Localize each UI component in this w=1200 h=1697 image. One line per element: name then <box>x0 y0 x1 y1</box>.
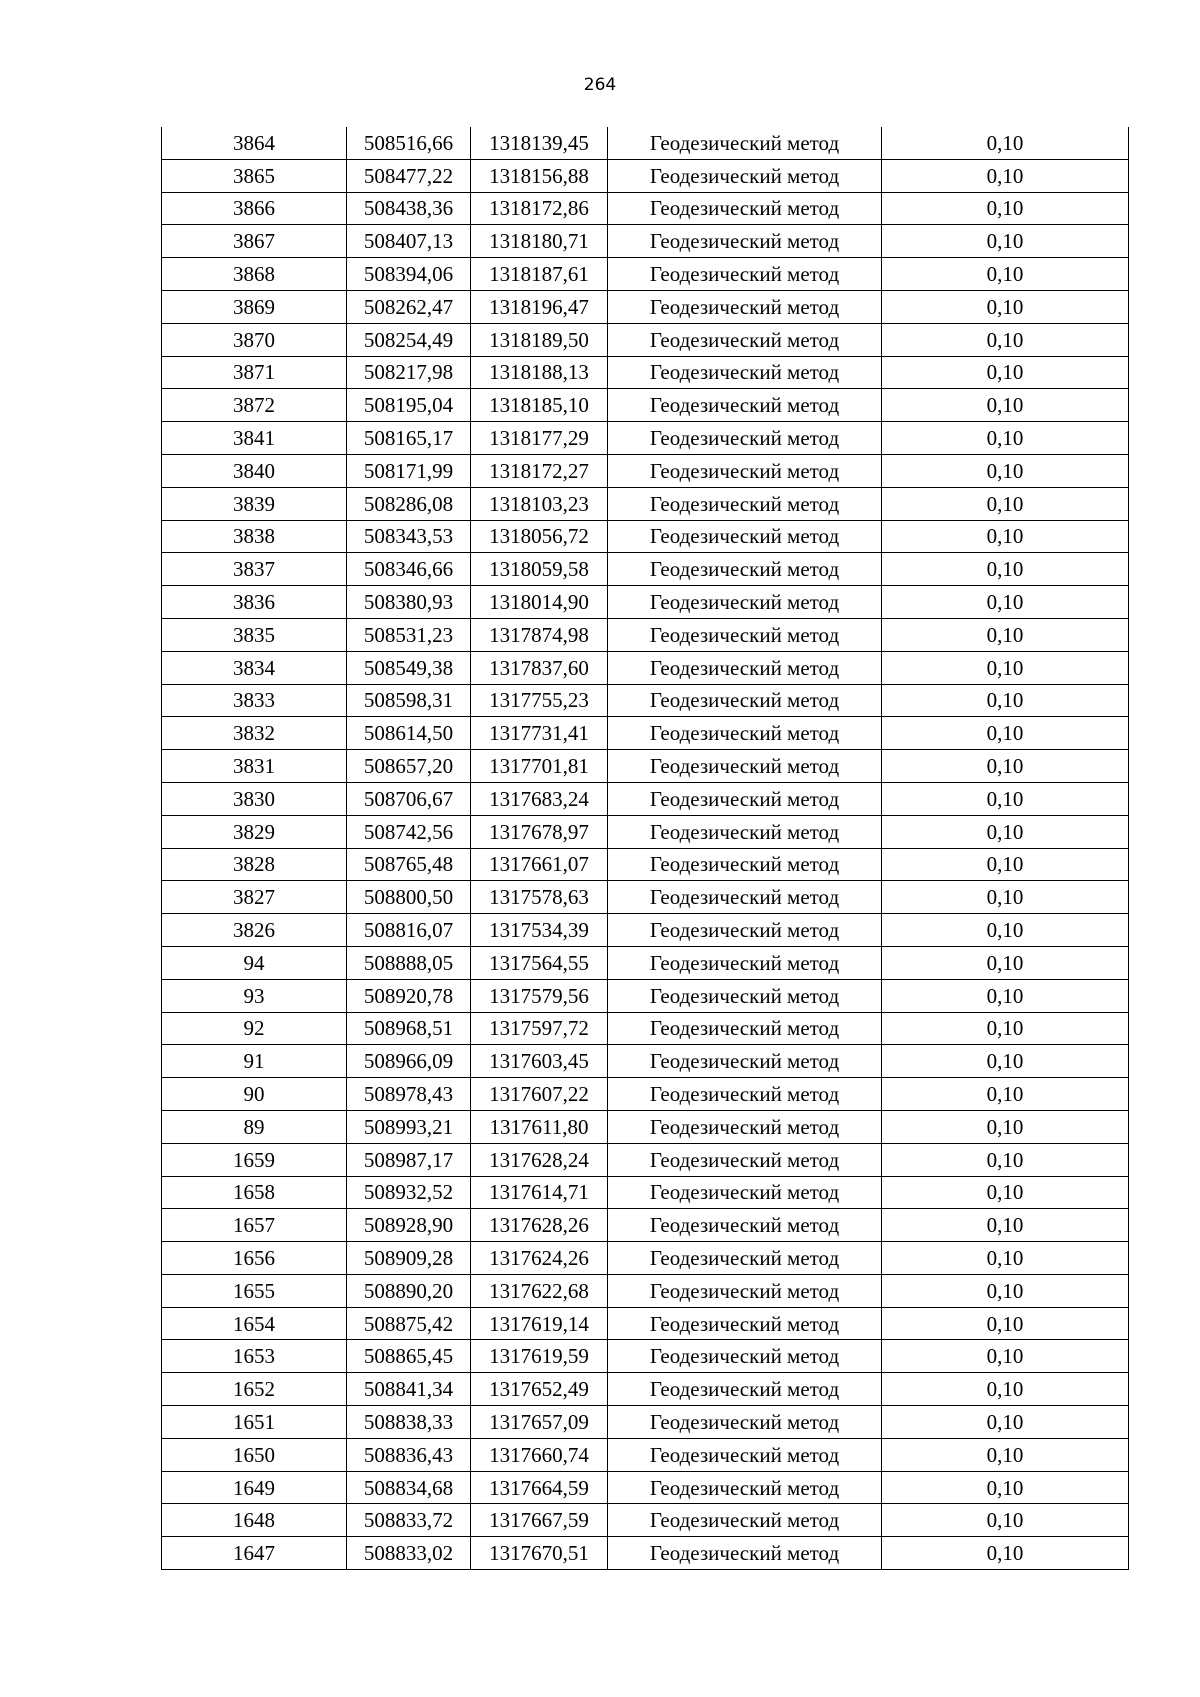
x-coordinate-cell: 508909,28 <box>347 1242 471 1275</box>
method-cell: Геодезический метод <box>608 782 882 815</box>
table-row <box>162 1504 1129 1537</box>
accuracy-cell: 0,10 <box>882 454 1129 487</box>
table-row <box>162 815 1129 848</box>
x-coordinate-cell: 508477,22 <box>347 159 471 192</box>
accuracy-cell: 0,10 <box>882 1307 1129 1340</box>
point-number-cell: 3841 <box>162 422 347 455</box>
x-coordinate-cell: 508286,08 <box>347 487 471 520</box>
x-coordinate-cell: 508195,04 <box>347 389 471 422</box>
point-number-cell: 3871 <box>162 356 347 389</box>
y-coordinate-cell: 1318177,29 <box>471 422 608 455</box>
accuracy-cell: 0,10 <box>882 815 1129 848</box>
method-cell: Геодезический метод <box>608 1209 882 1242</box>
y-coordinate-cell: 1317657,09 <box>471 1406 608 1439</box>
table-row <box>162 881 1129 914</box>
accuracy-cell: 0,10 <box>882 586 1129 619</box>
x-coordinate-cell: 508841,34 <box>347 1373 471 1406</box>
accuracy-cell: 0,10 <box>882 1373 1129 1406</box>
y-coordinate-cell: 1317670,51 <box>471 1537 608 1570</box>
accuracy-cell: 0,10 <box>882 946 1129 979</box>
accuracy-cell: 0,10 <box>882 1340 1129 1373</box>
x-coordinate-cell: 508380,93 <box>347 586 471 619</box>
y-coordinate-cell: 1317603,45 <box>471 1045 608 1078</box>
method-cell: Геодезический метод <box>608 1504 882 1537</box>
y-coordinate-cell: 1317564,55 <box>471 946 608 979</box>
point-number-cell: 3830 <box>162 782 347 815</box>
method-cell: Геодезический метод <box>608 1537 882 1570</box>
table-row <box>162 258 1129 291</box>
table-row <box>162 1045 1129 1078</box>
accuracy-cell: 0,10 <box>882 487 1129 520</box>
y-coordinate-cell: 1317607,22 <box>471 1078 608 1111</box>
y-coordinate-cell: 1317614,71 <box>471 1176 608 1209</box>
accuracy-cell: 0,10 <box>882 1274 1129 1307</box>
accuracy-cell: 0,10 <box>882 684 1129 717</box>
accuracy-cell: 0,10 <box>882 258 1129 291</box>
point-number-cell: 1656 <box>162 1242 347 1275</box>
table-row <box>162 684 1129 717</box>
accuracy-cell: 0,10 <box>882 1242 1129 1275</box>
accuracy-cell: 0,10 <box>882 618 1129 651</box>
x-coordinate-cell: 508800,50 <box>347 881 471 914</box>
method-cell: Геодезический метод <box>608 389 882 422</box>
x-coordinate-cell: 508531,23 <box>347 618 471 651</box>
table-row <box>162 1209 1129 1242</box>
accuracy-cell: 0,10 <box>882 389 1129 422</box>
table-row <box>162 454 1129 487</box>
x-coordinate-cell: 508614,50 <box>347 717 471 750</box>
y-coordinate-cell: 1318014,90 <box>471 586 608 619</box>
method-cell: Геодезический метод <box>608 487 882 520</box>
table-row <box>162 618 1129 651</box>
point-number-cell: 1652 <box>162 1373 347 1406</box>
table-row <box>162 750 1129 783</box>
table-row <box>162 290 1129 323</box>
point-number-cell: 91 <box>162 1045 347 1078</box>
y-coordinate-cell: 1318196,47 <box>471 290 608 323</box>
x-coordinate-cell: 508865,45 <box>347 1340 471 1373</box>
y-coordinate-cell: 1317661,07 <box>471 848 608 881</box>
y-coordinate-cell: 1318172,86 <box>471 192 608 225</box>
point-number-cell: 3867 <box>162 225 347 258</box>
accuracy-cell: 0,10 <box>882 750 1129 783</box>
method-cell: Геодезический метод <box>608 651 882 684</box>
point-number-cell: 3870 <box>162 323 347 356</box>
method-cell: Геодезический метод <box>608 1176 882 1209</box>
page-number: 264 <box>583 75 617 95</box>
y-coordinate-cell: 1318180,71 <box>471 225 608 258</box>
point-number-cell: 89 <box>162 1110 347 1143</box>
y-coordinate-cell: 1317660,74 <box>471 1438 608 1471</box>
accuracy-cell: 0,10 <box>882 979 1129 1012</box>
method-cell: Геодезический метод <box>608 618 882 651</box>
table-row <box>162 848 1129 881</box>
method-cell: Геодезический метод <box>608 1438 882 1471</box>
method-cell: Геодезический метод <box>608 159 882 192</box>
x-coordinate-cell: 508407,13 <box>347 225 471 258</box>
accuracy-cell: 0,10 <box>882 192 1129 225</box>
table-row <box>162 1307 1129 1340</box>
x-coordinate-cell: 508890,20 <box>347 1274 471 1307</box>
point-number-cell: 1650 <box>162 1438 347 1471</box>
table-row <box>162 1110 1129 1143</box>
y-coordinate-cell: 1317619,14 <box>471 1307 608 1340</box>
x-coordinate-cell: 508834,68 <box>347 1471 471 1504</box>
accuracy-cell: 0,10 <box>882 848 1129 881</box>
table-row <box>162 1340 1129 1373</box>
point-number-cell: 3837 <box>162 553 347 586</box>
method-cell: Геодезический метод <box>608 1242 882 1275</box>
accuracy-cell: 0,10 <box>882 1110 1129 1143</box>
point-number-cell: 1648 <box>162 1504 347 1537</box>
method-cell: Геодезический метод <box>608 717 882 750</box>
method-cell: Геодезический метод <box>608 848 882 881</box>
table-row <box>162 323 1129 356</box>
table-row <box>162 1012 1129 1045</box>
method-cell: Геодезический метод <box>608 1373 882 1406</box>
x-coordinate-cell: 508346,66 <box>347 553 471 586</box>
x-coordinate-cell: 508598,31 <box>347 684 471 717</box>
method-cell: Геодезический метод <box>608 750 882 783</box>
method-cell: Геодезический метод <box>608 1307 882 1340</box>
method-cell: Геодезический метод <box>608 1471 882 1504</box>
y-coordinate-cell: 1318156,88 <box>471 159 608 192</box>
y-coordinate-cell: 1317652,49 <box>471 1373 608 1406</box>
method-cell: Геодезический метод <box>608 1110 882 1143</box>
y-coordinate-cell: 1317624,26 <box>471 1242 608 1275</box>
table-row <box>162 1438 1129 1471</box>
point-number-cell: 3829 <box>162 815 347 848</box>
point-number-cell: 1651 <box>162 1406 347 1439</box>
y-coordinate-cell: 1318185,10 <box>471 389 608 422</box>
x-coordinate-cell: 508657,20 <box>347 750 471 783</box>
accuracy-cell: 0,10 <box>882 881 1129 914</box>
y-coordinate-cell: 1318188,13 <box>471 356 608 389</box>
y-coordinate-cell: 1318139,45 <box>471 127 608 159</box>
y-coordinate-cell: 1317534,39 <box>471 914 608 947</box>
point-number-cell: 3839 <box>162 487 347 520</box>
y-coordinate-cell: 1317578,63 <box>471 881 608 914</box>
accuracy-cell: 0,10 <box>882 1045 1129 1078</box>
x-coordinate-cell: 508516,66 <box>347 127 471 159</box>
x-coordinate-cell: 508993,21 <box>347 1110 471 1143</box>
accuracy-cell: 0,10 <box>882 290 1129 323</box>
table-row <box>162 717 1129 750</box>
method-cell: Геодезический метод <box>608 1406 882 1439</box>
table-row <box>162 1143 1129 1176</box>
point-number-cell: 3866 <box>162 192 347 225</box>
table-row <box>162 389 1129 422</box>
table-row <box>162 1373 1129 1406</box>
point-number-cell: 3840 <box>162 454 347 487</box>
table-row <box>162 1274 1129 1307</box>
y-coordinate-cell: 1317837,60 <box>471 651 608 684</box>
accuracy-cell: 0,10 <box>882 717 1129 750</box>
accuracy-cell: 0,10 <box>882 422 1129 455</box>
method-cell: Геодезический метод <box>608 979 882 1012</box>
y-coordinate-cell: 1317611,80 <box>471 1110 608 1143</box>
table-row <box>162 192 1129 225</box>
table-row <box>162 1406 1129 1439</box>
method-cell: Геодезический метод <box>608 1340 882 1373</box>
point-number-cell: 94 <box>162 946 347 979</box>
accuracy-cell: 0,10 <box>882 520 1129 553</box>
table-row <box>162 1471 1129 1504</box>
accuracy-cell: 0,10 <box>882 127 1129 159</box>
method-cell: Геодезический метод <box>608 192 882 225</box>
table-row <box>162 1242 1129 1275</box>
y-coordinate-cell: 1317683,24 <box>471 782 608 815</box>
method-cell: Геодезический метод <box>608 914 882 947</box>
method-cell: Геодезический метод <box>608 520 882 553</box>
table-row <box>162 586 1129 619</box>
point-number-cell: 3833 <box>162 684 347 717</box>
y-coordinate-cell: 1317701,81 <box>471 750 608 783</box>
x-coordinate-cell: 508987,17 <box>347 1143 471 1176</box>
method-cell: Геодезический метод <box>608 454 882 487</box>
x-coordinate-cell: 508438,36 <box>347 192 471 225</box>
point-number-cell: 3836 <box>162 586 347 619</box>
accuracy-cell: 0,10 <box>882 1537 1129 1570</box>
table-row <box>162 914 1129 947</box>
point-number-cell: 3834 <box>162 651 347 684</box>
x-coordinate-cell: 508978,43 <box>347 1078 471 1111</box>
y-coordinate-cell: 1317678,97 <box>471 815 608 848</box>
point-number-cell: 3826 <box>162 914 347 947</box>
x-coordinate-cell: 508932,52 <box>347 1176 471 1209</box>
x-coordinate-cell: 508928,90 <box>347 1209 471 1242</box>
coordinates-table-body <box>162 127 1129 1570</box>
accuracy-cell: 0,10 <box>882 914 1129 947</box>
table-row <box>162 422 1129 455</box>
point-number-cell: 1649 <box>162 1471 347 1504</box>
point-number-cell: 3865 <box>162 159 347 192</box>
y-coordinate-cell: 1317628,24 <box>471 1143 608 1176</box>
table-row <box>162 225 1129 258</box>
method-cell: Геодезический метод <box>608 1143 882 1176</box>
point-number-cell: 1659 <box>162 1143 347 1176</box>
point-number-cell: 1657 <box>162 1209 347 1242</box>
table-row <box>162 1176 1129 1209</box>
y-coordinate-cell: 1317619,59 <box>471 1340 608 1373</box>
x-coordinate-cell: 508966,09 <box>347 1045 471 1078</box>
method-cell: Геодезический метод <box>608 127 882 159</box>
x-coordinate-cell: 508833,02 <box>347 1537 471 1570</box>
point-number-cell: 3831 <box>162 750 347 783</box>
table-row <box>162 946 1129 979</box>
x-coordinate-cell: 508217,98 <box>347 356 471 389</box>
point-number-cell: 1658 <box>162 1176 347 1209</box>
coordinates-table <box>161 127 1129 1570</box>
y-coordinate-cell: 1317667,59 <box>471 1504 608 1537</box>
point-number-cell: 1654 <box>162 1307 347 1340</box>
point-number-cell: 3869 <box>162 290 347 323</box>
table-row <box>162 979 1129 1012</box>
point-number-cell: 92 <box>162 1012 347 1045</box>
method-cell: Геодезический метод <box>608 323 882 356</box>
method-cell: Геодезический метод <box>608 684 882 717</box>
method-cell: Геодезический метод <box>608 815 882 848</box>
accuracy-cell: 0,10 <box>882 159 1129 192</box>
method-cell: Геодезический метод <box>608 946 882 979</box>
table-row <box>162 1078 1129 1111</box>
table-row <box>162 782 1129 815</box>
y-coordinate-cell: 1317628,26 <box>471 1209 608 1242</box>
point-number-cell: 3828 <box>162 848 347 881</box>
x-coordinate-cell: 508836,43 <box>347 1438 471 1471</box>
method-cell: Геодезический метод <box>608 881 882 914</box>
x-coordinate-cell: 508875,42 <box>347 1307 471 1340</box>
x-coordinate-cell: 508254,49 <box>347 323 471 356</box>
method-cell: Геодезический метод <box>608 1045 882 1078</box>
y-coordinate-cell: 1318189,50 <box>471 323 608 356</box>
table-row <box>162 159 1129 192</box>
x-coordinate-cell: 508262,47 <box>347 290 471 323</box>
point-number-cell: 3835 <box>162 618 347 651</box>
y-coordinate-cell: 1317874,98 <box>471 618 608 651</box>
y-coordinate-cell: 1317755,23 <box>471 684 608 717</box>
accuracy-cell: 0,10 <box>882 225 1129 258</box>
x-coordinate-cell: 508343,53 <box>347 520 471 553</box>
accuracy-cell: 0,10 <box>882 1143 1129 1176</box>
accuracy-cell: 0,10 <box>882 323 1129 356</box>
y-coordinate-cell: 1318059,58 <box>471 553 608 586</box>
x-coordinate-cell: 508165,17 <box>347 422 471 455</box>
method-cell: Геодезический метод <box>608 356 882 389</box>
accuracy-cell: 0,10 <box>882 651 1129 684</box>
y-coordinate-cell: 1318056,72 <box>471 520 608 553</box>
table-row <box>162 1537 1129 1570</box>
point-number-cell: 3868 <box>162 258 347 291</box>
point-number-cell: 1655 <box>162 1274 347 1307</box>
method-cell: Геодезический метод <box>608 225 882 258</box>
x-coordinate-cell: 508833,72 <box>347 1504 471 1537</box>
table-row <box>162 127 1129 159</box>
x-coordinate-cell: 508765,48 <box>347 848 471 881</box>
y-coordinate-cell: 1317579,56 <box>471 979 608 1012</box>
x-coordinate-cell: 508888,05 <box>347 946 471 979</box>
point-number-cell: 1653 <box>162 1340 347 1373</box>
point-number-cell: 90 <box>162 1078 347 1111</box>
point-number-cell: 3864 <box>162 127 347 159</box>
accuracy-cell: 0,10 <box>882 1471 1129 1504</box>
point-number-cell: 3827 <box>162 881 347 914</box>
point-number-cell: 93 <box>162 979 347 1012</box>
accuracy-cell: 0,10 <box>882 1012 1129 1045</box>
method-cell: Геодезический метод <box>608 1078 882 1111</box>
method-cell: Геодезический метод <box>608 1274 882 1307</box>
method-cell: Геодезический метод <box>608 1012 882 1045</box>
x-coordinate-cell: 508920,78 <box>347 979 471 1012</box>
x-coordinate-cell: 508549,38 <box>347 651 471 684</box>
accuracy-cell: 0,10 <box>882 1504 1129 1537</box>
y-coordinate-cell: 1318103,23 <box>471 487 608 520</box>
accuracy-cell: 0,10 <box>882 356 1129 389</box>
method-cell: Геодезический метод <box>608 553 882 586</box>
x-coordinate-cell: 508838,33 <box>347 1406 471 1439</box>
x-coordinate-cell: 508816,07 <box>347 914 471 947</box>
method-cell: Геодезический метод <box>608 258 882 291</box>
accuracy-cell: 0,10 <box>882 553 1129 586</box>
table-row <box>162 651 1129 684</box>
accuracy-cell: 0,10 <box>882 1438 1129 1471</box>
table-row <box>162 356 1129 389</box>
table-row <box>162 553 1129 586</box>
method-cell: Геодезический метод <box>608 422 882 455</box>
x-coordinate-cell: 508706,67 <box>347 782 471 815</box>
method-cell: Геодезический метод <box>608 586 882 619</box>
y-coordinate-cell: 1317731,41 <box>471 717 608 750</box>
y-coordinate-cell: 1317622,68 <box>471 1274 608 1307</box>
x-coordinate-cell: 508742,56 <box>347 815 471 848</box>
point-number-cell: 3832 <box>162 717 347 750</box>
x-coordinate-cell: 508171,99 <box>347 454 471 487</box>
point-number-cell: 3838 <box>162 520 347 553</box>
accuracy-cell: 0,10 <box>882 1078 1129 1111</box>
method-cell: Геодезический метод <box>608 290 882 323</box>
accuracy-cell: 0,10 <box>882 1176 1129 1209</box>
table-row <box>162 520 1129 553</box>
x-coordinate-cell: 508968,51 <box>347 1012 471 1045</box>
point-number-cell: 3872 <box>162 389 347 422</box>
y-coordinate-cell: 1318172,27 <box>471 454 608 487</box>
y-coordinate-cell: 1317597,72 <box>471 1012 608 1045</box>
y-coordinate-cell: 1318187,61 <box>471 258 608 291</box>
accuracy-cell: 0,10 <box>882 1406 1129 1439</box>
point-number-cell: 1647 <box>162 1537 347 1570</box>
accuracy-cell: 0,10 <box>882 1209 1129 1242</box>
accuracy-cell: 0,10 <box>882 782 1129 815</box>
table-row <box>162 487 1129 520</box>
x-coordinate-cell: 508394,06 <box>347 258 471 291</box>
y-coordinate-cell: 1317664,59 <box>471 1471 608 1504</box>
